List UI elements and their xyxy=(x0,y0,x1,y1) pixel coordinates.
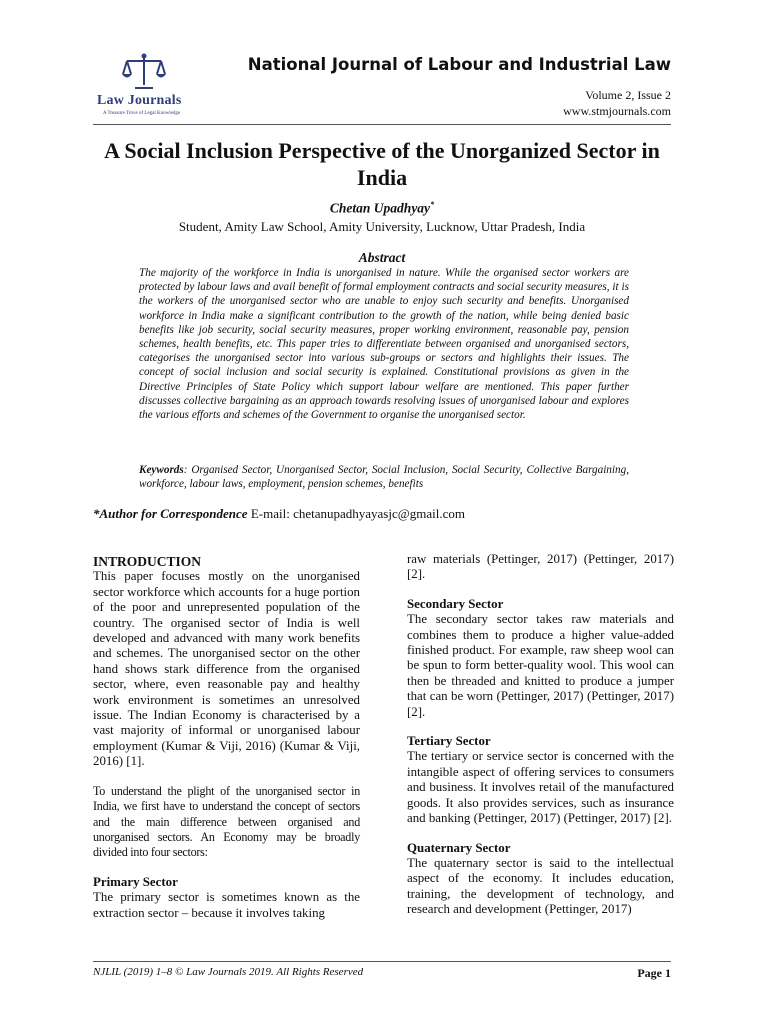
correspondence xyxy=(93,506,465,522)
author-affiliation: Student, Amity Law School, Amity University, Lucknow, Uttar Pradesh, India xyxy=(178,219,586,234)
correspondence-label: *Author for Correspondence xyxy=(93,506,248,521)
author-mark: * xyxy=(430,200,435,209)
primary-paragraph: The primary sector is sometimes known as the extraction sector – because it involves taking xyxy=(93,890,360,920)
abstract-text: The majority of the workforce in India is unorganised in nature. While the organised sector workers are protected by labour laws and avail benefit of formal employment contracts and social security measures, it is the workers of the unorganised sector who are unable to enjoy such security and benefits. Unorganised workforce in India make a significant contribution to the growth of the nation, while being denied basic benefits like job security, social security measures, proper working environment, reasonable pay, pension schemes, health benefits, etc. This paper tries to differentiate between organised and unorganised sectors, categorises the unorganised sector into various sub-groups or sectors and highlights their issues. The concept of social inclusion and social security is explained. Constitutional provisions as given in the Directive Principles of State Policy which support labour welfare are mentioned. This paper further discusses collective bargaining as an approach towards resolving issues of unorganised labour and explores the various efforts and schemes of the Government to organise the unorganised sector. xyxy=(139,267,629,422)
secondary-paragraph: The secondary sector takes raw materials and combines them to produce a higher value-added finished product. For example, raw sheep wool can be spun to form better-quality wool. This wool can then be threaded and knitted to produce a jumper that can be worn (Pettinger, 2017) (Pettinger, 2017) [2]. xyxy=(407,612,674,719)
keywords-label: Keywords xyxy=(139,464,184,476)
logo-tagline: A Treasure Trove of Legal Knowledge xyxy=(103,111,181,116)
correspondence-email[interactable]: E-mail: chetanupadhyayasjc@gmail.com xyxy=(247,506,465,521)
keywords xyxy=(139,463,629,491)
quaternary-paragraph: The quaternary sector is said to the intellectual aspect of the economy. It includes education, training, the development of technology, and research and development (Pettinger, 2017) xyxy=(407,855,674,917)
section-heading-secondary: Secondary Sector xyxy=(407,596,504,611)
author-line xyxy=(93,200,671,217)
footer-divider xyxy=(93,961,671,962)
intro-paragraph-2: To understand the plight of the unorganised sector in India, we first have to understand the concept of sectors and the main difference between organised and unorganised sectors. An Economy may be broadly divided into four sectors: xyxy=(93,783,360,860)
intro-paragraph-1: This paper focuses mostly on the unorganised sector workforce which accounts for a huge portion of the poor and unrepresented population of the country. The organised sector of India is well developed and advanced with many work benefits and schemes. The unorganised sector on the other hand shows stark difference from the organised sector, where, even reasonable pay and healthy work environment is sometimes an unresolved issue. The Indian Economy is characterised by a vast majority of informal or unorganised labour employment (Kumar & Viji, 2016) (Kumar & Viji, 2016) [1]. xyxy=(93,569,360,769)
journal-url[interactable]: www.stmjournals.com xyxy=(563,104,671,118)
page-number: Page 1 xyxy=(637,966,671,980)
abstract-heading: Abstract xyxy=(358,250,406,265)
keywords-list: : Organised Sector, Unorganised Sector, Social Inclusion, Social Security, Collective Bargaining, workforce, labour laws, employment, pension schemes, benefits xyxy=(139,464,629,491)
body-right-column xyxy=(407,552,674,918)
paper-title: A Social Inclusion Perspective of the Unorganized Sector in India xyxy=(104,138,660,190)
volume-issue: Volume 2, Issue 2 xyxy=(585,88,671,102)
logo-name: Law Journals xyxy=(97,93,182,108)
journal-title: National Journal of Labour and Industrial Law xyxy=(247,55,671,74)
section-heading-quaternary: Quaternary Sector xyxy=(407,840,511,855)
section-heading-tertiary: Tertiary Sector xyxy=(407,734,491,749)
tertiary-paragraph: The tertiary or service sector is concerned with the intangible aspect of offering services to consumers and business. It involves retail of the manufactured goods. It also provides services, such as insurance and banking (Pettinger, 2017) (Pettinger, 2017) [2]. xyxy=(407,749,674,826)
scales-icon xyxy=(121,52,167,92)
section-heading-primary: Primary Sector xyxy=(93,874,178,889)
primary-paragraph-continued: raw materials (Pettinger, 2017) (Pettinger, 2017) [2]. xyxy=(407,552,674,582)
section-heading-introduction: INTRODUCTION xyxy=(93,554,202,569)
publisher-logo xyxy=(93,52,199,118)
body-left-column xyxy=(93,554,360,921)
author-name: Chetan Upadhyay xyxy=(329,200,431,216)
header-divider xyxy=(93,124,671,125)
footer-citation: NJLIL (2019) 1–8 © Law Journals 2019. All Rights Reserved xyxy=(93,966,364,978)
